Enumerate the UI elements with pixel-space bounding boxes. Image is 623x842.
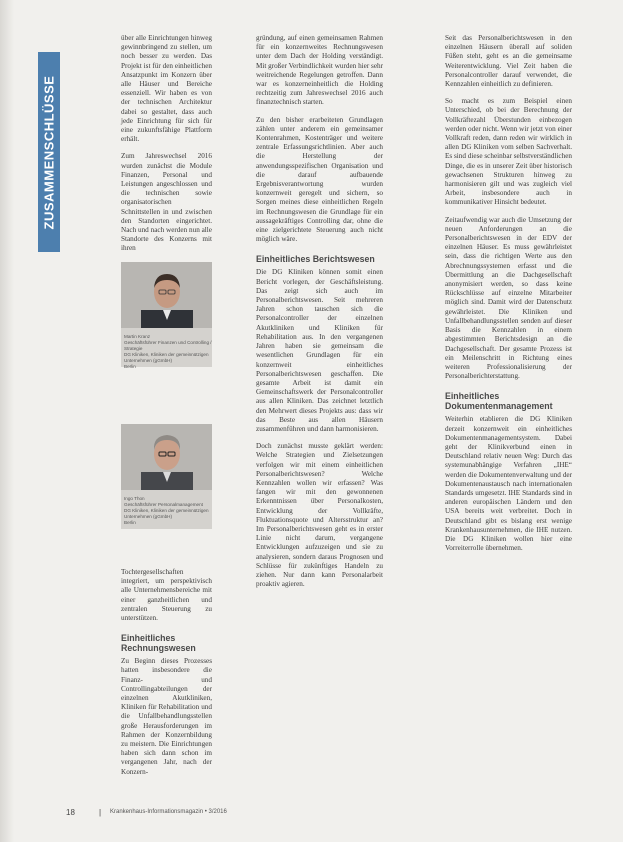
caption-name: Ingo Thon [124,496,145,501]
portrait-caption [124,496,212,526]
portrait-photo [121,262,212,328]
paragraph: Zum Jahreswechsel 2016 wurden zunächst die Module Finanzen, Personal und Leistungen angeschlossen und die technischen sowie organisatorischen Schnittstellen in und zwischen den Standorten eingerichtet. Nach und nach werden nun alle Standorte des Konzerns mit ihren [121,152,212,253]
magazine-title: Krankenhaus-Informationsmagazin • 3/2016 [110,809,227,815]
caption-org: DG Kliniken, Kliniken der gemeinnützigen Unternehmen (gGmbH) [124,352,209,363]
paragraph: Doch zunächst musste geklärt werden: Welche Strategien und Zielsetzungen verfolgen wir mit einem einheitlichen Personalberichtswesen? Welche Kennzahlen wollen wir erfassen? Was fangen wir mit den gewonnenen Erkenntnissen über Personalkosten, Entwicklung der Vollkräfte, Fluktuationsquote und Altersstruktur an? Im Personalberichtswesen geht es in erster Linie nicht darum, vergangene Entwicklungen aufzuzeigen und sie zu analysieren, sondern daraus Prognosen und Schlüsse für zukünftiges Handeln zu ziehen. Nur dann kann Personalarbeit proaktiv agieren. [256,442,383,589]
paragraph: Zu Beginn dieses Prozesses hatten insbesondere die Finanz- und Controllingabteilungen der einzelnen Akutkliniken, Kliniken für Rehabilitation und die Unfallbehandlungsstellen große Herausforderungen im Rahmen der Konzernbildung zu meistern. Die Einrichtungen haben sich dann schon im vergangenen Jahr, nach der Konzern- [121,657,212,776]
portrait-caption [124,334,212,370]
portrait-card-1 [121,262,212,367]
column-3 [445,34,572,561]
portrait-card-2 [121,424,212,529]
paragraph: Zeitaufwendig war auch die Umsetzung der neuen Anforderungen an die Personalberichtswesen in der EDV der einzelnen Häuser. Es muss gewährleistet sein, dass die richtigen Werte aus den Abrechnungssystemen erfasst und die Übermittlung an die Dachgesellschaft anonymisiert werden, so dass keine Rückschlüsse auf einzelne Mitarbeiter möglich sind. Damit wird der Datenschutz gewährleistet. Die Kliniken und Unfallbehandlungsstellen senden auf dieser Basis die Kennzahlen in einem abgestimmten Berichtsdesign an die Dachgesellschaft. Der gesamte Prozess ist ein Meilenschritt in Richtung eines weiteren Professionalisierung der Personalberichterstattung. [445,215,572,381]
section-heading: Einheitliches Dokumentenmanagement [445,391,553,412]
paragraph: Weiterhin etablieren die DG Kliniken derzeit konzernweit ein einheitliches Dokumentenmanagementsystem. Dabei geht der Klinikverbund einen in Deutschland relativ neuen Weg: Durch das systemunabhängige Verfahren „IHE“ werden die Dokumentenverwaltung und der Dokumentenaustausch nach internationalen Standards umgesetzt. IHE Standards sind in anderen europäischen Ländern und den USA bereits weit verbreitet. Doch in Deutschland gibt es bislang erst wenige Krankenhausunternehmen, die IHE nutzen. Die DG Kliniken wollen hier eine Vorreiterrolle übernehmen. [445,415,572,553]
caption-city: Berlin [124,520,136,525]
column-2 [256,34,383,597]
paragraph: Tochtergesellschaften integriert, um perspektivisch alle Unternehmensbereiche mit einer ganzheitlichen und zentralen Steuerung zu unterstützen. [121,568,212,623]
portrait-photo [121,424,212,490]
section-tab [38,52,60,252]
person-portrait-icon [141,428,193,490]
paragraph: gründung, auf einen gemeinsamen Rahmen für ein konzernweites Rechnungswesen unter dem Dach der Holding verständigt. Mit großer Verbindlichkeit wurden hier sehr weitreichende Regelungen getroffen. Dann war es konzerneinheitlich die Holding rechtzeitig zum Jahreswechsel 2016 auch finanztechnisch starten. [256,34,384,107]
paragraph: Seit das Personalberichtswesen in den einzelnen Häusern überall auf soliden Füßen steht, geht es an die gemeinsame Weiterentwicklung. Viel Zeit haben die Personalcontroller darauf verwendet, die Kennzahlen einheitlich zu definieren. [445,34,572,89]
caption-name: Martin Kranz [124,334,151,339]
paragraph: über alle Einrichtungen hinweg gewinnbringend zu stellen, um noch besser zu werden. Das Projekt ist für den einheitlichen Ansatzpunkt im Konzern über alle Häuser und Bereiche essenziell. Wir haben es von der technischen Architektur dabei so gestaltet, dass auch jede Einrichtung für sich für eine zukunftsfähige Plattform erhält. [121,34,212,144]
page-fold-shadow [0,0,14,842]
person-portrait-icon [141,266,193,328]
section-title: ZUSAMMENSCHLÜSSE [41,75,57,229]
footer-separator: | [99,808,102,817]
paragraph: So macht es zum Beispiel einen Unterschied, ob bei der Berechnung der Vollkräftezahl Überstunden einbezogen werden oder nicht. Wenn wir jetzt von einer Vollkraft reden, dann reden wir wirklich in allen DG Kliniken vom selben Sachverhalt. Es sind diese scheinbar selbstverständlichen Dinge, die es in unserer Zeit über historisch gewachsenen Strukturen hinweg zu harmonisieren gilt und was zugleich viel Arbeit, insbesondere auch in kommunikativer Hinsicht bedeutet. [445,97,572,207]
caption-role: Geschäftsführer Finanzen und Controlling / Strategie [124,340,212,351]
section-heading: Einheitliches Berichtswesen [256,254,375,265]
section-heading: Einheitliches Rechnungswesen [121,633,196,654]
page-number: 18 [66,808,75,817]
caption-role: Geschäftsführer Personalmanagement [124,502,203,507]
caption-city: Berlin [124,364,136,369]
caption-org: DG Kliniken, Kliniken der gemeinnützigen Unternehmen (gGmbH) [124,508,209,519]
paragraph: Zu den bisher erarbeiteten Grundlagen zählen unter anderem ein gemeinsamer Kontenrahmen, Kostenträger und weitere zentrale Erfassungsrichtlinien. Aber auch die Herstellung der anwendungsspezifischen Organisation und die darauf aufbauende Ergebnisverantwortung wurden konzernweit geregelt und sichern, so Sorgen meines diese einheitlichen Regeln im Rechnungswesen die Grundlage für ein aussagekräftiges Controlling dar, ohne die eine zielgerichtete Steuerung auch nicht möglich wäre. [256,115,383,244]
paragraph: Die DG Kliniken können somit einen Bericht vorlegen, der Geschäftsleistung. Das zeigt sich auch im Personalberichtswesen. Seit mehreren Jahren schon tauschen sich die Personalcontroller der einzelnen Akutkliniken und Kliniken für Rehabilitation aus. In den vergangenen Jahren haben sie gemeinsam die wesentlichen Grundlagen für ein konzernweit einheitliches Personalberichtswesen geschaffen. Die gesamte Arbeit ist damit ein Gemeinschaftswerk der Personalcontroller aus allen Kliniken. Das zeichnet letztlich den Mehrwert dieses Projekts aus: dass wir das Beste aus allen Häusern zusammenführen und dann harmonisieren. [256,268,383,433]
column-1 [121,34,212,262]
column-1-lower [121,568,212,785]
